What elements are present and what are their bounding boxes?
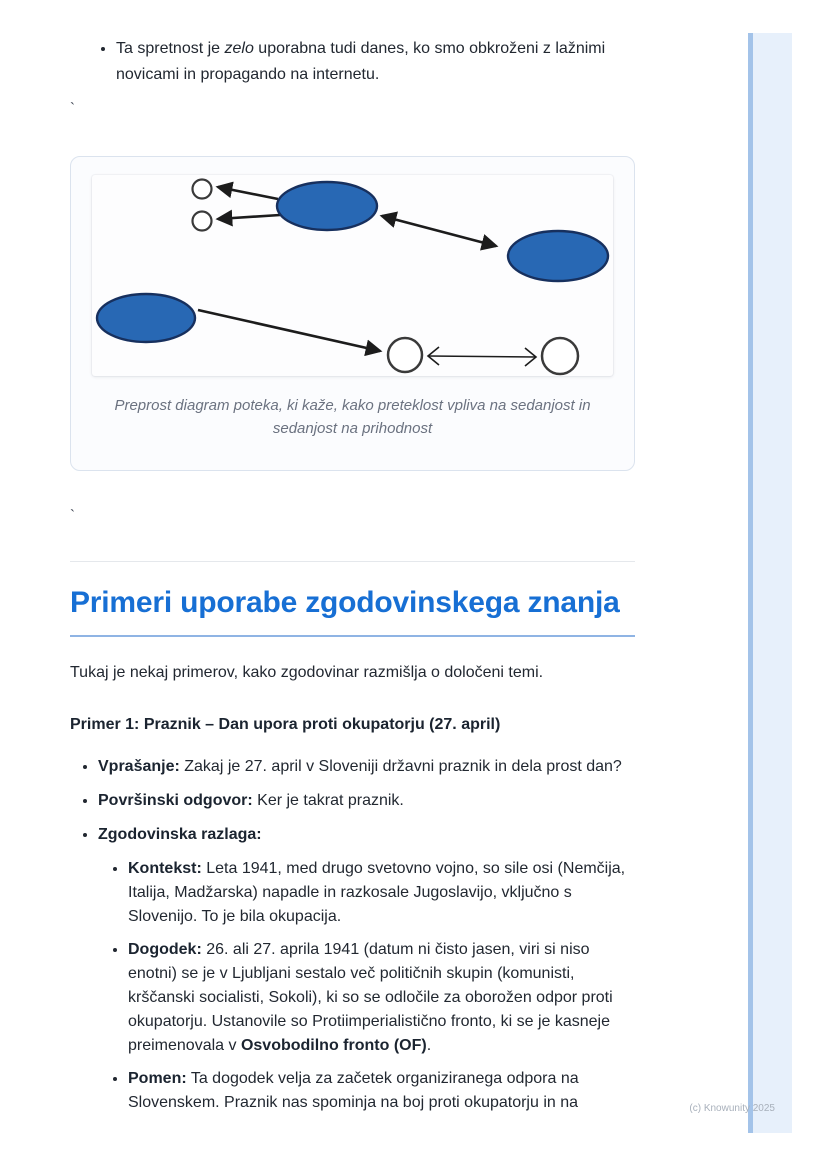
event-label: Dogodek: [128,941,202,958]
diagram-node-present [508,231,608,281]
diagram-circle-left [388,338,422,372]
document-page [70,0,635,1125]
top-note-pre: Ta spretnost je [116,40,225,57]
intro-paragraph: Tukaj je nekaj primerov, kako zgodovinar razmišlja o določeni temi. [70,664,544,681]
list-item-context [128,857,635,929]
list-item-event [128,938,635,1058]
copyright-credit: (c) Knowunity 2025 [689,1103,775,1114]
question-label: Vprašanje: [98,758,180,775]
event-text-end: . [426,1037,432,1054]
top-note-emphasis: zelo [224,40,254,57]
diagram-node-future [97,294,195,342]
diagram-small-circle-1 [193,180,212,199]
meaning-text: Ta dogodek velja za začetek organiziranega odpora na Slovenskem. Praznik nas spominja na boj proti okupatorju in na [128,1070,579,1111]
context-text: Leta 1941, med drugo svetovno vojno, so sile osi (Nemčija, Italija, Madžarska) napadle in razkosale Jugoslavijo, vključno s Slovenijo. To je bila okupacija. [128,860,626,925]
explanation-sublist [98,857,635,1115]
top-note-list [70,36,635,88]
figure-caption: Preprost diagram poteka, ki kaže, kako preteklost vpliva na sedanjost in sedanjost na prihodnost [114,397,591,437]
meaning-label: Pomen: [128,1070,187,1087]
top-note-item [116,36,635,88]
page-title: Primeri uporabe zgodovinskega znanja [70,584,635,637]
diagram-circle-right [542,338,578,374]
flow-diagram-figure [70,156,635,471]
question-text: Zakaj je 27. april v Sloveniji državni praznik in dela prost dan? [179,758,622,775]
stray-backtick-2: ` [70,507,75,524]
section-divider [70,561,635,562]
list-item-question [98,755,635,779]
right-scroll-bar[interactable] [748,33,792,1133]
surface-answer-label: Površinski odgovor: [98,792,253,809]
surface-answer-text: Ker je takrat praznik. [252,792,404,809]
explanation-label: Zgodovinska razlaga: [98,826,262,843]
top-note-post: uporabna tudi danes, ko smo obkroženi z lažnimi novicami in propagando na internetu. [116,40,606,83]
example-heading: Primer 1: Praznik – Dan upora proti okupatorju (27. april) [70,716,501,733]
event-text: 26. ali 27. aprila 1941 (datum ni čisto jasen, viri si niso enotni) se je v Ljubljani sestalo več političnih skupin (komunisti, krščanski socialisti, Sokoli), ki so se odločile za oborožen odpor proti okupatorju. Ustanovile so Protiimperialistično fronto, ki se je kasneje preimenovala v [128,941,613,1054]
list-item-surface-answer [98,789,635,813]
diagram-small-circle-2 [193,212,212,231]
flow-diagram-image [92,175,613,376]
diagram-node-past [277,182,377,230]
context-label: Kontekst: [128,860,202,877]
list-item-meaning [128,1067,635,1115]
stray-backtick: ` [70,100,75,117]
example-bullet-list [70,755,635,1115]
list-item-historical-explanation [98,823,635,1115]
flow-diagram-svg [92,175,613,376]
event-bold-term: Osvobodilno fronto (OF) [240,1037,427,1054]
